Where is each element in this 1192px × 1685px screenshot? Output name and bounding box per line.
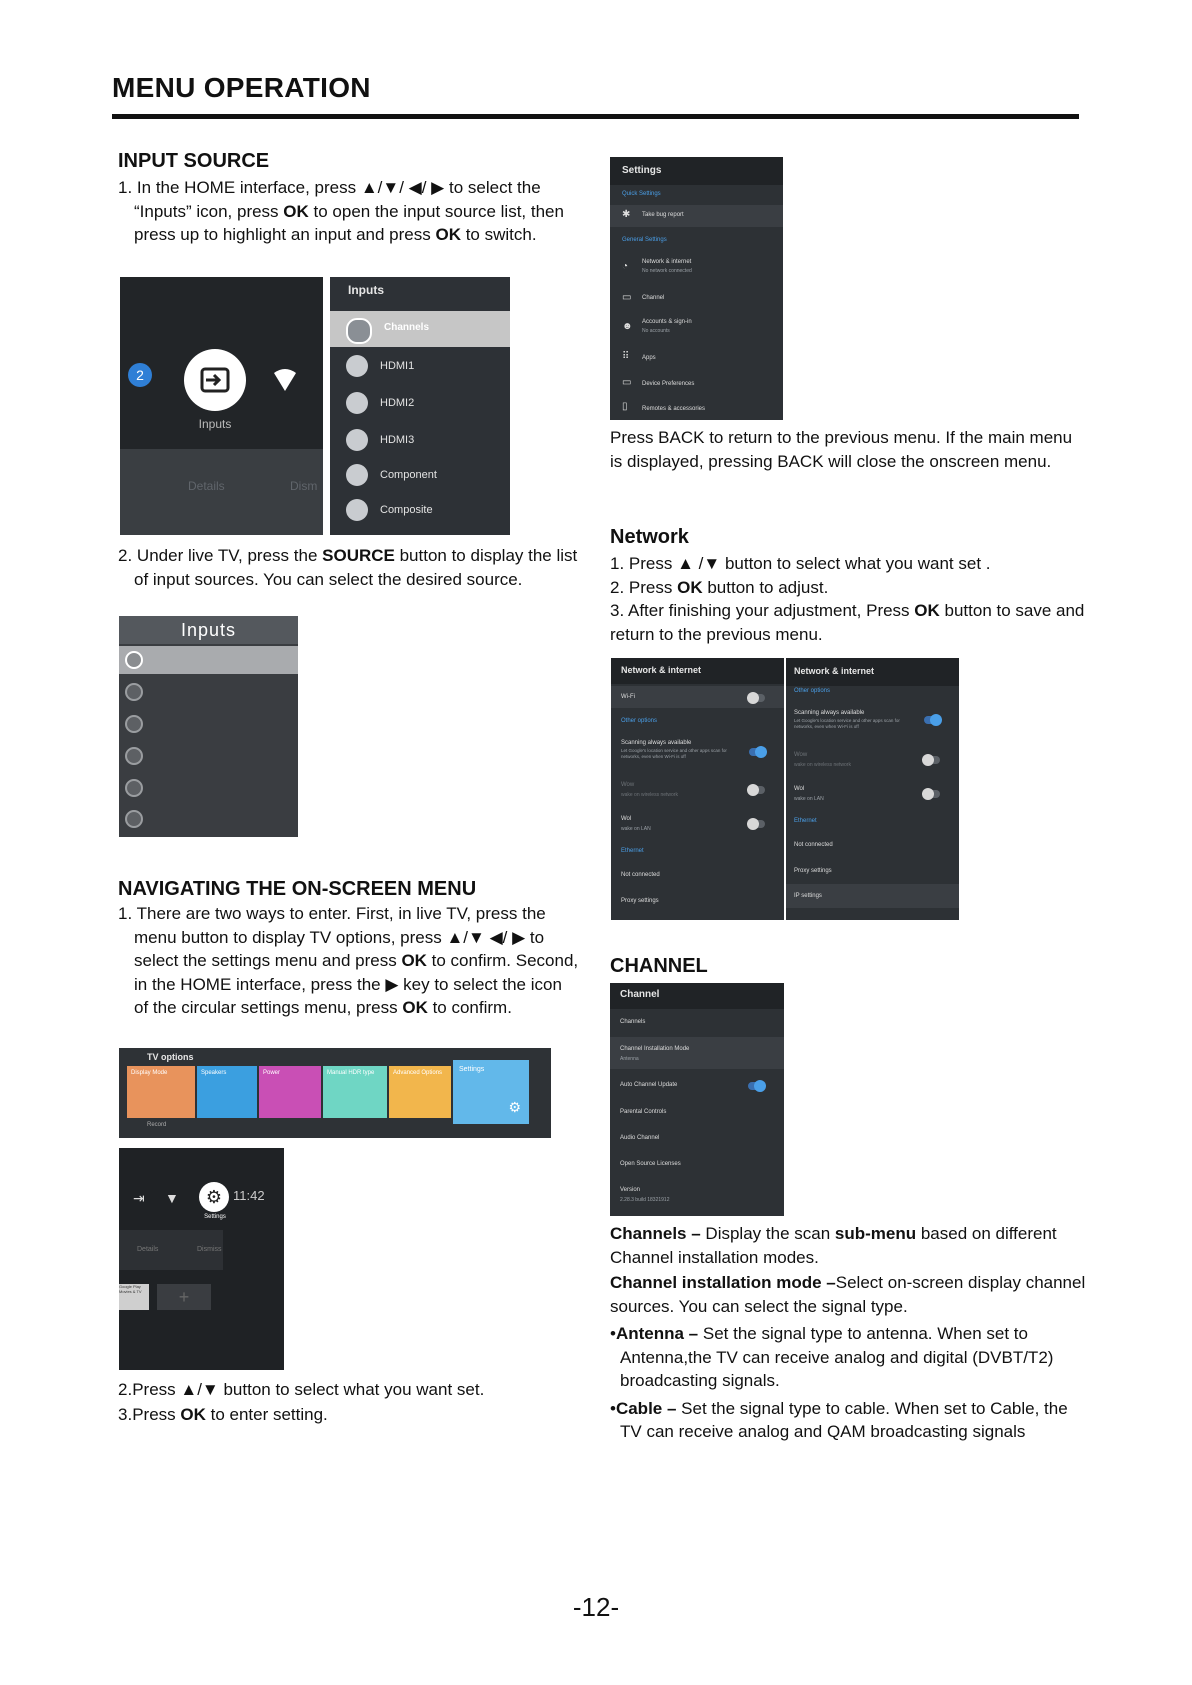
wifi-toggle[interactable] bbox=[749, 694, 765, 702]
settings-gear-icon[interactable]: ⚙ bbox=[199, 1182, 229, 1212]
input-source-heading: INPUT SOURCE bbox=[118, 150, 270, 172]
settings-item-apps[interactable]: ⠿ Apps bbox=[622, 351, 656, 362]
app-tile[interactable]: Google Play Movies & TV bbox=[119, 1284, 149, 1310]
inputs-row-composite[interactable]: Composite bbox=[380, 504, 433, 516]
source-list-screenshot bbox=[119, 616, 298, 837]
ip-settings-row[interactable]: IP settings bbox=[786, 884, 959, 908]
dismiss-button[interactable]: Dismiss bbox=[197, 1246, 222, 1253]
back-instructions: Press BACK to return to the previous menu. If the main menu is displayed, pressing BACK will close the onscreen menu. bbox=[610, 428, 1073, 471]
auto-update-row[interactable]: Auto Channel Update bbox=[620, 1082, 678, 1088]
tile-power[interactable]: Power bbox=[259, 1066, 321, 1118]
settings-item-device[interactable]: ▭ Device Preferences bbox=[622, 377, 695, 388]
dismiss-button[interactable]: Dism bbox=[290, 479, 318, 493]
channel-definitions bbox=[610, 1222, 1090, 1444]
inputs-row-hdmi1[interactable]: HDMI1 bbox=[380, 360, 415, 372]
bug-icon: ✱ bbox=[622, 209, 631, 220]
inputs-rows bbox=[330, 353, 510, 533]
inputs-row-component[interactable]: Component bbox=[380, 469, 437, 481]
channel-title: Channel bbox=[620, 989, 660, 1000]
settings-title: Settings bbox=[622, 165, 662, 176]
navigating-step1: 1. There are two ways to enter. First, in live TV, press the menu button to display TV options, press ▲/▼ ◀/ ▶ to select the settings menu and press OK to confirm. Second, in the HOME interface, press the ▶ key to select the icon of the circular settings menu, press OK to confirm. bbox=[118, 904, 579, 1017]
audio-channel-row[interactable]: Audio Channel bbox=[620, 1135, 660, 1141]
wol-toggle[interactable] bbox=[924, 790, 940, 798]
channels-def: Channels – Display the scan sub-menu based on different Channel installation modes. bbox=[610, 1224, 1057, 1267]
mode-def: Channel installation mode –Select on-screen display channel sources. You can select the signal type. bbox=[610, 1273, 1086, 1316]
tile-settings[interactable]: Settings ⚙ bbox=[453, 1060, 529, 1124]
hdmi-icon bbox=[346, 355, 368, 377]
details-bar bbox=[119, 1230, 223, 1270]
inputs-icon[interactable] bbox=[184, 349, 246, 411]
general-settings-label: General Settings bbox=[622, 237, 667, 243]
settings-item-channel[interactable]: ▭ Channel bbox=[622, 292, 665, 303]
network-step2: 2. Press OK button to adjust. bbox=[610, 577, 829, 597]
channel-heading: CHANNEL bbox=[610, 955, 708, 977]
inputs-icon-label: Inputs bbox=[198, 417, 232, 431]
tile-display-mode[interactable]: Display Mode bbox=[127, 1066, 195, 1118]
home-inputs-screenshot bbox=[120, 277, 323, 535]
auto-update-toggle[interactable] bbox=[748, 1082, 764, 1090]
wow-toggle[interactable] bbox=[749, 786, 765, 794]
proxy-row[interactable]: Proxy settings bbox=[794, 868, 832, 874]
network-left-title: Network & internet bbox=[621, 665, 702, 675]
tile-advanced-options[interactable]: Advanced Options bbox=[389, 1066, 451, 1118]
radio-icon[interactable] bbox=[125, 779, 143, 797]
inputs-list-screenshot bbox=[330, 277, 510, 535]
hdmi-icon bbox=[346, 392, 368, 414]
hdmi-icon bbox=[346, 429, 368, 451]
tv-options-title: TV options bbox=[147, 1052, 194, 1062]
network-step3: 3. After finishing your adjustment, Press OK button to save and return to the previous menu. bbox=[610, 601, 1085, 644]
tv-icon: ▭ bbox=[622, 292, 632, 303]
input-source-step1: 1. In the HOME interface, press ▲/▼/ ◀/ ▶ to select the “Inputs” icon, press OK to open the input source list, then press up to highlight an input and press OK to switch. bbox=[118, 178, 564, 244]
wifi-icon: ▼ bbox=[165, 1190, 179, 1206]
account-icon: ☻ bbox=[622, 321, 633, 332]
inputs-list-title: Inputs bbox=[348, 283, 384, 297]
clock-time: 11:42 bbox=[233, 1188, 265, 1203]
quick-settings-label: Quick Settings bbox=[622, 191, 661, 197]
version-row: Version bbox=[620, 1187, 641, 1193]
network-screenshot-left: Network & internet Wi-Fi Other options Scanning always available Let Google's location service and other apps scan for networks, even when Wi-Fi is off Wow wake on wireless network Wol wake on LAN Ethernet Not connected Proxy settings bbox=[611, 658, 784, 920]
radio-icon[interactable] bbox=[125, 747, 143, 765]
wifi-row[interactable]: Wi-Fi bbox=[611, 686, 784, 708]
not-connected-row[interactable]: Not connected bbox=[621, 872, 660, 878]
source-row-selected[interactable] bbox=[119, 646, 298, 674]
licenses-row[interactable]: Open Source Licenses bbox=[620, 1161, 681, 1167]
details-button[interactable]: Details bbox=[137, 1246, 159, 1253]
component-icon bbox=[346, 464, 368, 486]
settings-item-accounts[interactable]: ☻ Accounts & sign-in No accounts bbox=[622, 319, 692, 334]
page-title: MENU OPERATION bbox=[112, 72, 371, 103]
navigating-heading: NAVIGATING THE ON-SCREEN MENU bbox=[118, 878, 477, 900]
inputs-icon: ⇥ bbox=[133, 1190, 145, 1206]
apps-grid-icon: ⠿ bbox=[622, 351, 630, 362]
channel-screenshot: Channel Channels Channel Installation Mode Antenna Auto Channel Update Parental Controls Audio Channel Open Source Licenses Version 2.28.3 build 18321912 bbox=[610, 983, 784, 1216]
details-button[interactable]: Details bbox=[188, 479, 225, 493]
network-screenshot-right: Network & internet Other options Scanning always available Let Google's location service and other apps scan for networks, even when Wi-Fi is off Wow wake on wireless network Wol wake on LAN Ethernet Not connected Proxy settings IP settings bbox=[786, 658, 959, 920]
inputs-row-hdmi2[interactable]: HDMI2 bbox=[380, 397, 415, 409]
radio-icon[interactable] bbox=[125, 683, 143, 701]
gear-icon: ⚙ bbox=[508, 1099, 521, 1115]
inputs-row-channels[interactable]: Channels bbox=[330, 311, 510, 347]
remote-icon: ▯ bbox=[622, 401, 628, 412]
wifi-icon: ◔ bbox=[622, 261, 629, 272]
page-number: -12- bbox=[572, 1592, 620, 1622]
tile-manual-hdr[interactable]: Manual HDR type bbox=[323, 1066, 387, 1118]
inputs-row-hdmi3[interactable]: HDMI3 bbox=[380, 434, 415, 446]
scanning-toggle[interactable] bbox=[749, 748, 765, 756]
scanning-label: Scanning always available bbox=[621, 740, 692, 746]
tv-icon bbox=[346, 318, 372, 344]
antenna-def: •Antenna – Set the signal type to antenna. When set to Antenna,the TV can receive analog and digital (DVBT/T2) broadcasting signals. bbox=[610, 1324, 1054, 1390]
input-source-step2: 2. Under live TV, press the SOURCE button to display the list of input sources. You can select the desired source. bbox=[118, 546, 578, 589]
parental-controls-row[interactable]: Parental Controls bbox=[620, 1109, 667, 1115]
network-steps bbox=[610, 552, 1090, 646]
radio-icon[interactable] bbox=[125, 810, 143, 828]
wol-toggle[interactable] bbox=[749, 820, 765, 828]
network-right-title: Network & internet bbox=[794, 666, 875, 676]
network-heading: Network bbox=[610, 526, 689, 548]
tile-speakers[interactable]: Speakers bbox=[197, 1066, 257, 1118]
tv-options-screenshot bbox=[119, 1048, 551, 1138]
not-connected-row[interactable]: Not connected bbox=[794, 842, 833, 848]
scanning-toggle[interactable] bbox=[924, 716, 940, 724]
wifi-icon bbox=[272, 367, 298, 398]
composite-icon bbox=[346, 499, 368, 521]
add-app-icon[interactable]: + bbox=[157, 1284, 211, 1310]
navigating-step2: 2.Press ▲/▼ button to select what you want set. bbox=[118, 1380, 485, 1399]
cable-def: •Cable – Set the signal type to cable. When set to Cable, the TV can receive analog and QAM broadcasting signals bbox=[610, 1398, 1068, 1441]
radio-icon[interactable] bbox=[125, 715, 143, 733]
settings-item-remotes[interactable]: ▯ Remotes & accessories bbox=[622, 401, 706, 412]
navigating-step3: 3.Press OK to enter setting. bbox=[118, 1405, 328, 1424]
notification-badge: 2 bbox=[128, 363, 152, 387]
record-label: Record bbox=[147, 1122, 167, 1128]
title-rule bbox=[112, 114, 1079, 119]
settings-label: Settings bbox=[204, 1214, 226, 1220]
wow-toggle[interactable] bbox=[924, 756, 940, 764]
settings-screenshot bbox=[610, 157, 783, 420]
monitor-icon: ▭ bbox=[622, 377, 632, 388]
installation-mode-row[interactable]: Channel Installation Mode Antenna bbox=[610, 1037, 784, 1069]
proxy-row[interactable]: Proxy settings bbox=[621, 898, 659, 904]
bug-report-row[interactable]: ✱ Take bug report bbox=[610, 205, 783, 227]
details-bar bbox=[120, 449, 323, 535]
radio-icon bbox=[125, 651, 143, 669]
settings-item-network[interactable]: ◔ Network & internet No network connected bbox=[622, 259, 692, 274]
home-settings-screenshot bbox=[119, 1148, 284, 1370]
source-list-title: Inputs bbox=[119, 616, 298, 644]
network-step1: 1. Press ▲ /▼ button to select what you want set . bbox=[610, 554, 991, 573]
channels-row[interactable]: Channels bbox=[620, 1019, 646, 1025]
